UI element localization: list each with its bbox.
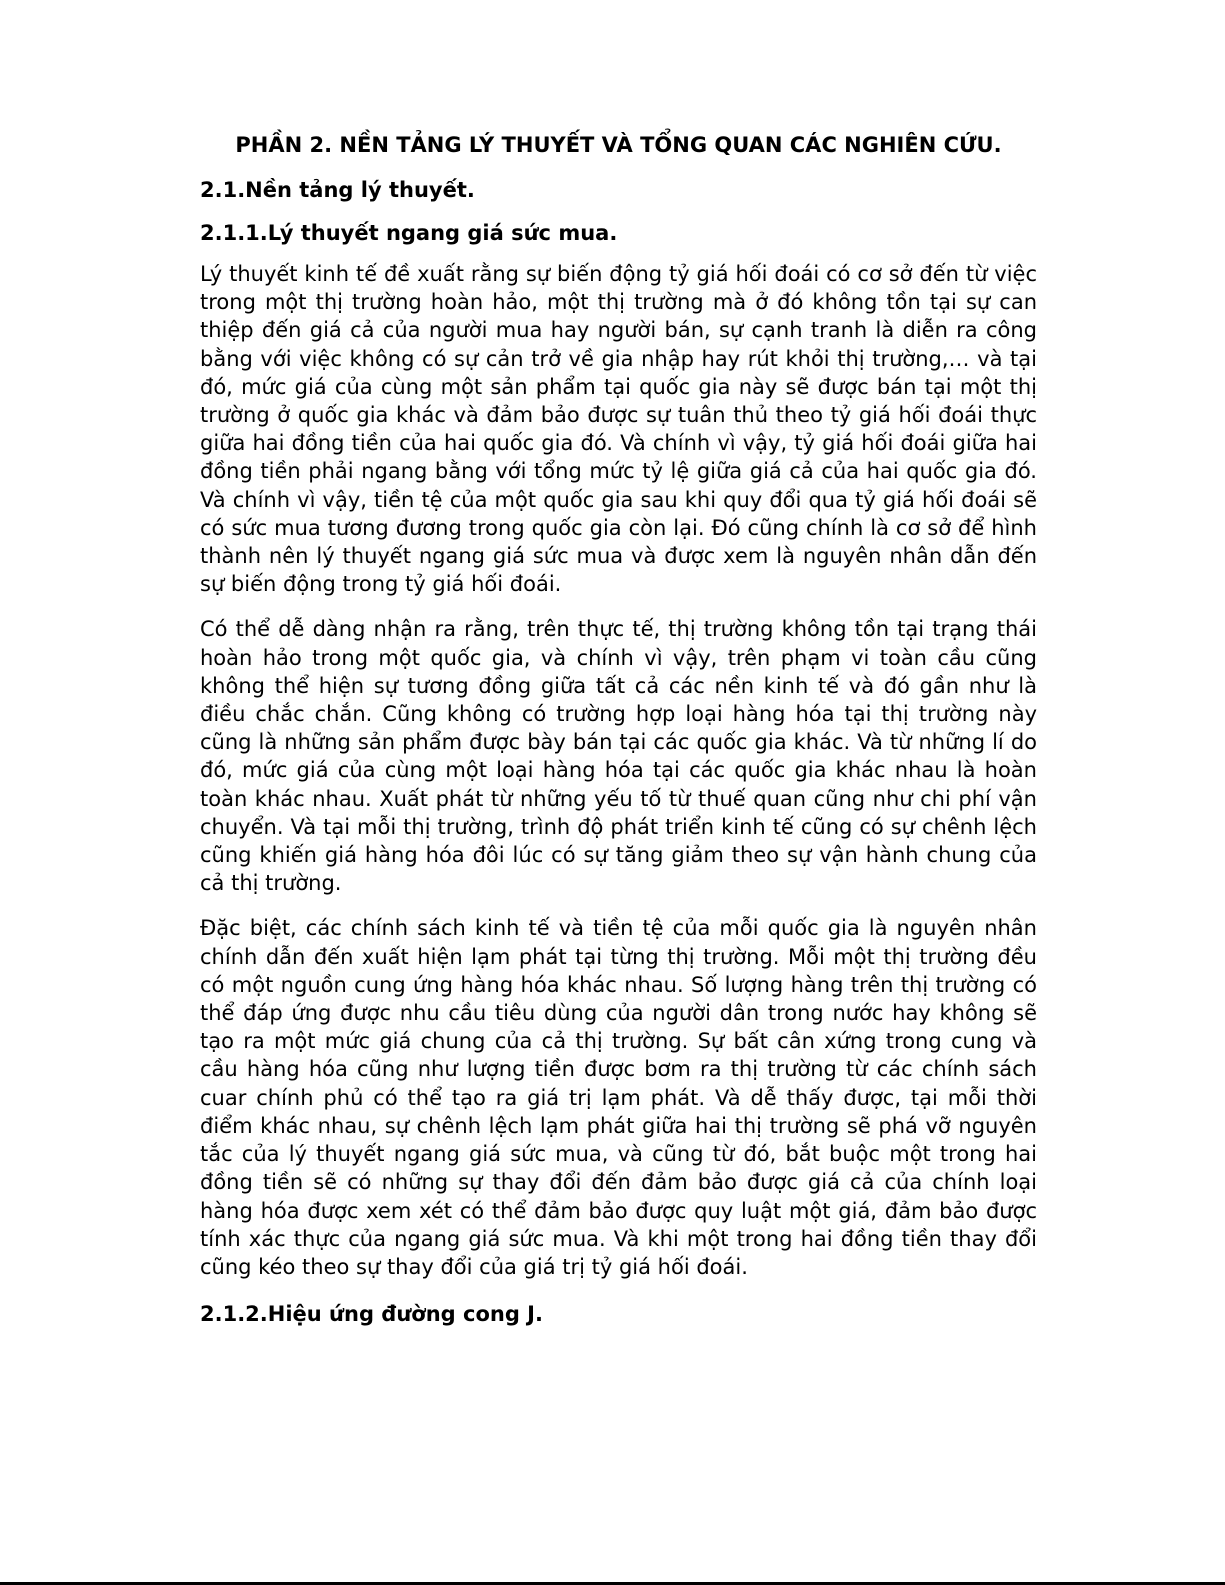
- section-heading-2-1-2: 2.1.2.Hiệu ứng đường cong J.: [200, 1302, 543, 1327]
- document-page: [200, 128, 1037, 1341]
- paragraph-1: Lý thuyết kinh tế đề xuất rằng sự biến động tỷ giá hối đoái có cơ sở đến từ việc trong một thị trường hoàn hảo, một thị trường mà ở đó không tồn tại sự can thiệp đến giá cả của người mua hay người bán, sự cạnh tranh là diễn ra công bằng với việc không có sự cản trở về gia nhập hay rút khỏi thị trường,… và tại đó, mức giá của cùng một sản phẩm tại quốc gia này sẽ được bán tại một thị trường ở quốc gia khác và đảm bảo được sự tuân thủ theo tỷ giá hối đoái thực giữa hai đồng tiền của hai quốc gia đó. Và chính vì vậy, tỷ giá hối đoái giữa hai đồng tiền phải ngang bằng với tổng mức tỷ lệ giữa giá cả của hai quốc gia đó. Và chính vì vậy, tiền tệ của một quốc gia sau khi quy đổi qua tỷ giá hối đoái sẽ có sức mua tương đương trong quốc gia còn lại. Đó cũng chính là cơ sở để hình thành nên lý thuyết ngang giá sức mua và được xem là nguyên nhân dẫn đến sự biến động trong tỷ giá hối đoái.: [200, 262, 1037, 597]
- paragraph-2: Có thể dễ dàng nhận ra rằng, trên thực tế, thị trường không tồn tại trạng thái hoàn hảo trong một quốc gia, và chính vì vậy, trên phạm vi toàn cầu cũng không thể hiện sự tương đồng giữa tất cả các nền kinh tế và đó gần như là điều chắc chắn. Cũng không có trường hợp loại hàng hóa tại thị trường này cũng là những sản phẩm được bày bán tại các quốc gia khác. Và từ những lí do đó, mức giá của cùng một loại hàng hóa tại các quốc gia khác nhau là hoàn toàn khác nhau. Xuất phát từ những yếu tố từ thuế quan cũng như chi phí vận chuyển. Và tại mỗi thị trường, trình độ phát triển kinh tế cũng có sự chênh lệch cũng khiến giá hàng hóa đôi lúc có sự tăng giảm theo sự vận hành chung của cả thị trường.: [200, 617, 1037, 896]
- section-heading-2-1-1: 2.1.1.Lý thuyết ngang giá sức mua.: [200, 221, 618, 245]
- part-title: PHẦN 2. NỀN TẢNG LÝ THUYẾT VÀ TỔNG QUAN CÁC NGHIÊN CỨU.: [235, 133, 1002, 157]
- section-heading-2-1: 2.1.Nền tảng lý thuyết.: [200, 178, 475, 202]
- paragraph-3: Đặc biệt, các chính sách kinh tế và tiền tệ của mỗi quốc gia là nguyên nhân chính dẫn đến xuất hiện lạm phát tại từng thị trường. Mỗi một thị trường đều có một nguồn cung ứng hàng hóa khác nhau. Số lượng hàng trên thị trường có thể đáp ứng được nhu cầu tiêu dùng của người dân trong nước hay không sẽ tạo ra một mức giá chung của cả thị trường. Sự bất cân xứng trong cung và cầu hàng hóa cũng như lượng tiền được bơm ra thị trường từ các chính sách cuar chính phủ có thể tạo ra giá trị lạm phát. Và dễ thấy được, tại mỗi thời điểm khác nhau, sự chênh lệch lạm phát giữa hai thị trường sẽ phá vỡ nguyên tắc của lý thuyết ngang giá sức mua, và cũng từ đó, bắt buộc một trong hai đồng tiền sẽ có những sự thay đổi đến đảm bảo được giá cả của chính loại hàng hóa được xem xét có thể đảm bảo được quy luật một giá, đảm bảo được tính xác thực của ngang giá sức mua. Và khi một trong hai đồng tiền thay đổi cũng kéo theo sự thay đổi của giá trị tỷ giá hối đoái.: [200, 916, 1037, 1279]
